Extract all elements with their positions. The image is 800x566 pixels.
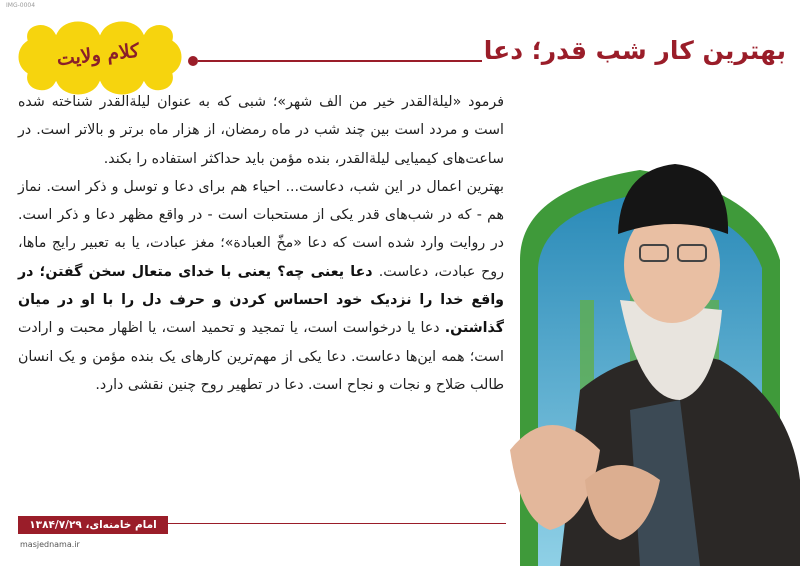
- portrait-photo: [490, 150, 800, 566]
- image-id: IMG-0004: [6, 2, 36, 9]
- paragraph-2-text-b: دعا یا درخواست است، یا تمجید و تحمید است، یا اظهار محبت و ارادت است؛ همه این‌ها دعاست. دعا یکی از مهم‌ترین کارهای یک بنده مؤمن و یک انسان طالب صَلاح و نجات و نجاح است. دعا در تطهیر روح چنین نقشی دارد.: [18, 320, 504, 393]
- body-text: [18, 88, 504, 399]
- paragraph-2-text-a: بهترین اعمال در این شب، دعاست... احیاء هم برای دعا و توسل و ذکر است. نماز هم - که در شب‌های قدر یکی از مستحبات است - در واقع مظهر دعا و ذکر است. در روایت وارد شده است که دعا «مخّ العبادة»؛ مغز عبادت، یا به تعبیر رایج ماها، روح عبادت، دعاست.: [18, 178, 504, 280]
- website-url: masjednama.ir: [20, 540, 80, 549]
- title-rule-dot: [188, 56, 198, 66]
- source-citation: امام خامنه‌ای، ۱۳۸۴/۷/۲۹: [18, 516, 168, 534]
- paragraph-1-text: فرمود «لیلة‌القدر خیر من الف شهر»؛ شبی که به عنوان لیلة‌القدر شناخته شده است و مردد است بین چند شب در ماه رمضان، از هزار ماه برتر و بالاتر است. در ساعت‌های کیمیایی لیلة‌القدر، بنده مؤمن باید حداکثر استفاده را بکند.: [18, 94, 504, 167]
- highlighted-quote: دعا یعنی چه؟ یعنی با خدای متعال سخن گفتن؛ در واقع خدا را نزدیک خود احساس کردن و حرف دل را با او در میان گذاشتن.: [18, 263, 504, 337]
- logo-text: کلام ولایت: [55, 39, 141, 71]
- page-title: بهترین کار شب قدر؛ دعا: [483, 36, 786, 65]
- title-rule: [198, 60, 482, 62]
- paragraph-2: [18, 173, 504, 399]
- paragraph-1: [18, 88, 504, 173]
